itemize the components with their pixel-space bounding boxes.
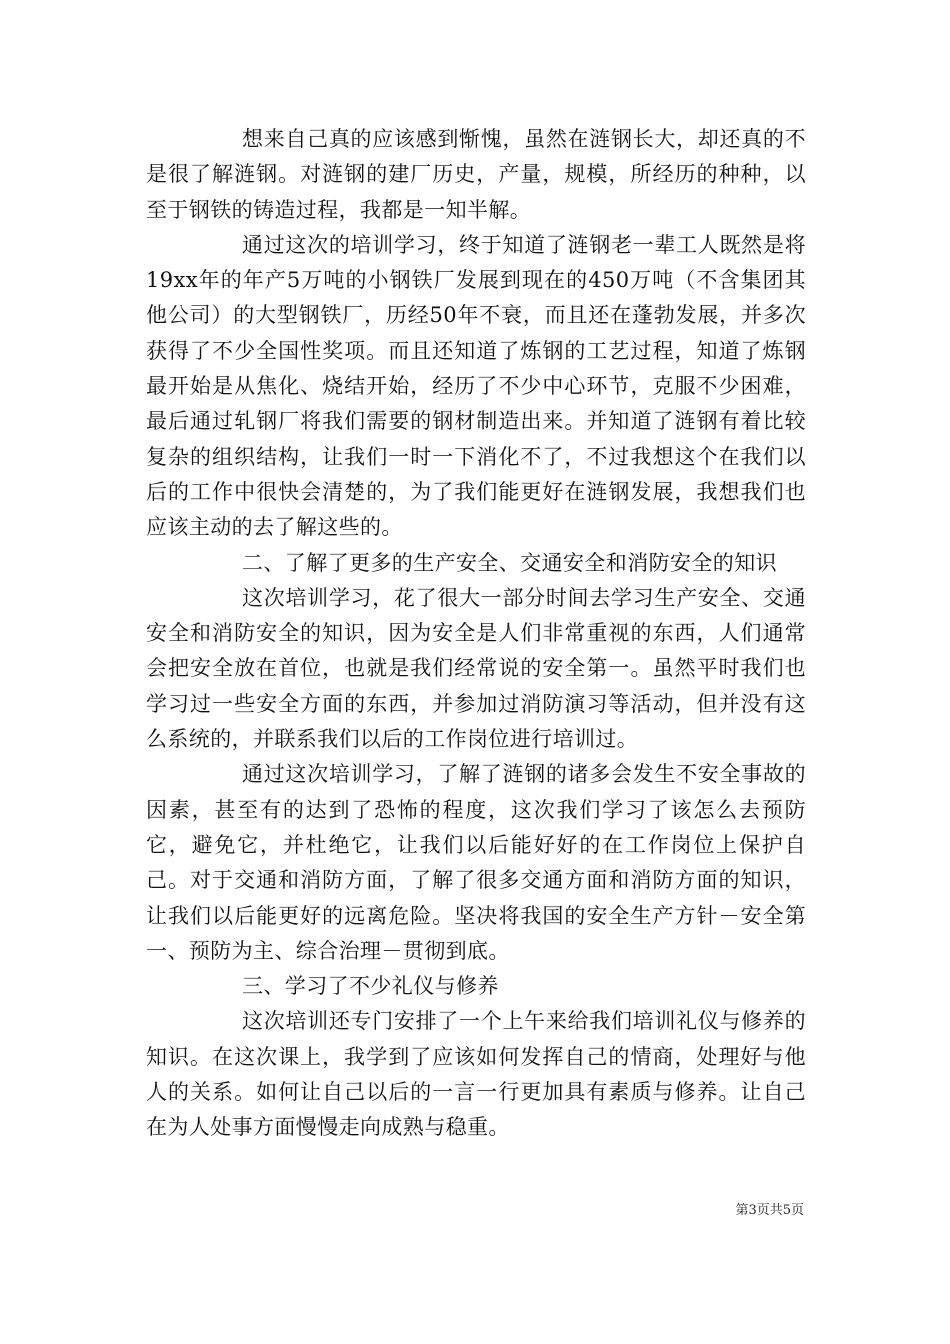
paragraph-safety-training: 这次培训学习，花了很大一部分时间去学习生产安全、交通安全和消防安全的知识，因为安全是人们非常重视的东西，人们通常会把安全放在首位，也就是我们经常说的安全第一。虽然平时我们也学习过一些安全方面的东西，并参加过消防演习等活动，但并没有这么系统的，并联系我们以后的工作岗位进行培训过。: [146, 585, 806, 752]
paragraph-accident-prevention: 通过这次培训学习，了解了涟钢的诸多会发生不安全事故的因素，甚至有的达到了恐怖的程度，这次我们学习了该怎么去预防它，避免它，并杜绝它，让我们以后能好好的在工作岗位上保护自己。对于交通和消防方面，了解了很多交通方面和消防方面的知识，让我们以后能更好的远离危险。坚决将我国的安全生产方针－安全第一、预防为主、综合治理－贯彻到底。: [146, 762, 806, 963]
section-heading-etiquette: 三、学习了不少礼仪与修养: [242, 974, 499, 999]
document-body: [146, 122, 806, 1146]
page-number-footer: 第3页共5页: [735, 1203, 804, 1218]
paragraph-growing-up: 想来自己真的应该感到惭愧，虽然在涟钢长大，却还真的不是很了解涟钢。对涟钢的建厂历史，产量，规模，所经历的种种，以至于钢铁的铸造过程，我都是一知半解。: [146, 127, 806, 222]
section-heading-safety: 二、了解了更多的生产安全、交通安全和消防安全的知识: [242, 550, 777, 575]
paragraph-etiquette-training: 这次培训还专门安排了一个上午来给我们培训礼仪与修养的知识。在这次课上，我学到了应该如何发挥自己的情商，处理好与他人的关系。如何让自己以后的一言一行更加具有素质与修养。让自己在为人处事方面慢慢走向成熟与稳重。: [146, 1009, 806, 1140]
paragraph-company-history: 通过这次的培训学习，终于知道了涟钢老一辈工人既然是将19xx年的年产5万吨的小钢铁厂发展到现在的450万吨（不含集团其他公司）的大型钢铁厂，历经50年不衰，而且还在蓬勃发展，并多次获得了不少全国性奖项。而且还知道了炼钢的工艺过程，知道了炼钢最开始是从焦化、烧结开始，经历了不少中心环节，克服不少困难，最后通过轧钢厂将我们需要的钢材制造出来。并知道了涟钢有着比较复杂的组织结构，让我们一时一下消化不了，不过我想这个在我们以后的工作中很快会清楚的，为了我们能更好在涟钢发展，我想我们也应该主动的去了解这些的。: [146, 232, 806, 540]
